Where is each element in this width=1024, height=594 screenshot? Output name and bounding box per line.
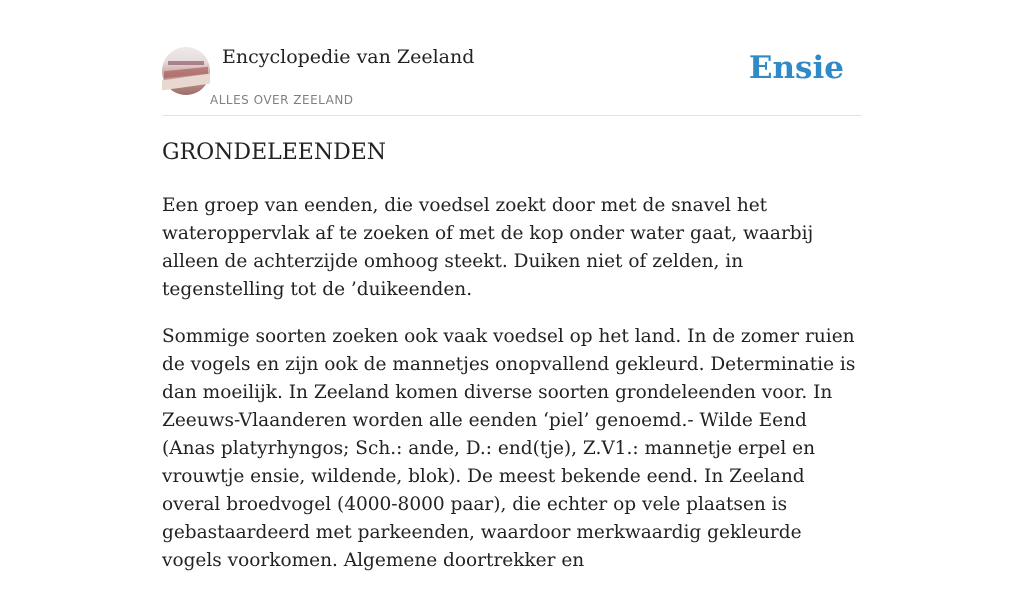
site-tagline: ALLES OVER ZEELAND (210, 93, 354, 107)
site-title-link[interactable]: Encyclopedie van Zeeland (222, 46, 475, 68)
article-body (162, 192, 862, 594)
site-header (162, 44, 862, 116)
ensie-logo-link[interactable]: Ensie (748, 50, 844, 86)
article-paragraph-1: Een groep van eenden, die voedsel zoekt door met de snavel het wateroppervlak af te zoeken of met de kop onder water gaat, waarbij alleen de achterzijde omhoog steekt. Duiken niet of zelden, in tegenstelling tot de ’duikeenden. (162, 195, 814, 300)
article-title: GRONDELEENDEN (162, 140, 387, 165)
book-pages-icon[interactable] (162, 47, 210, 95)
avatar-book-top (168, 61, 204, 65)
article-paragraph-2: Sommige soorten zoeken ook vaak voedsel op het land. In de zomer ruien de vogels en zijn ook de mannetjes onopvallend gekleurd. Determinatie is dan moeilijk. In Zeeland komen diverse soorten grondeleenden voor. In Zeeuws-Vlaanderen worden alle eenden ‘piel’ genoemd.- Wilde Eend (Anas platyrhyngos; Sch.: ande, D.: end(tje), Z.V1.: mannetje erpel en vrouwtje ensie, wildende, blok). De meest bekende eend. In Zeeland overal broedvogel (4000-8000 paar), die echter op vele plaatsen is gebastaardeerd met parkeenden, waardoor merkwaardig gekleurde vogels voorkomen. Algemene doortrekker en (162, 326, 856, 571)
